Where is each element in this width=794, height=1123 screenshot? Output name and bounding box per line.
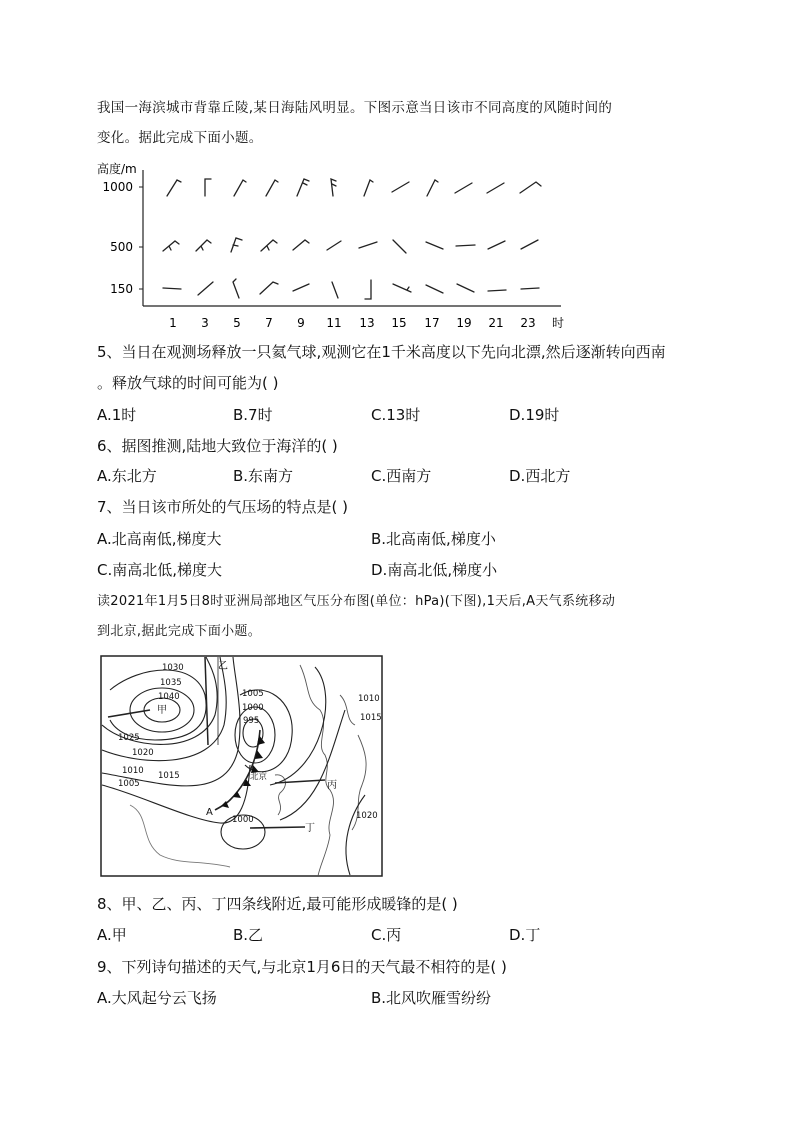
place-a: A	[206, 807, 213, 818]
isobar-label-1010-east: 1010	[358, 694, 380, 704]
q6-option-d[interactable]: D.西北方	[509, 467, 571, 485]
intro-paragraph-1	[97, 93, 707, 153]
x-tick-5: 5	[233, 316, 241, 330]
wind-barb	[392, 182, 409, 192]
q5-option-b[interactable]: B.7时	[233, 406, 273, 424]
wind-barb	[327, 241, 341, 250]
y-tick-1000: 1000	[102, 180, 133, 194]
q9-option-b[interactable]: B.北风吹雁雪纷纷	[371, 989, 492, 1007]
isobar-label-1040: 1040	[158, 692, 180, 702]
isobar-label-995: 995	[243, 716, 260, 726]
q7-option-d[interactable]: D.南高北低,梯度小	[371, 561, 498, 579]
x-tick-11: 11	[326, 316, 342, 330]
isobar-label-1020-east: 1020	[356, 811, 378, 821]
q7-option-a[interactable]: A.北高南低,梯度大	[97, 530, 222, 548]
wind-barb	[456, 245, 475, 246]
wind-barb	[231, 238, 242, 252]
question-8: 8、甲、乙、丙、丁四条线附近,最可能形成暖锋的是( )	[97, 895, 458, 913]
x-tick-17: 17	[424, 316, 440, 330]
isobar-label-1015: 1015	[158, 771, 180, 781]
q8-option-b[interactable]: B.乙	[233, 926, 264, 944]
wind-barb	[261, 240, 277, 251]
place-bing: 丙	[327, 780, 337, 791]
pressure-map	[100, 655, 384, 879]
isobar-label-1005-low: 1005	[242, 689, 264, 699]
line-ding	[250, 827, 305, 828]
intro-2-line-2: 到北京,据此完成下面小题。	[97, 624, 262, 639]
intro-paragraph-2	[97, 587, 707, 647]
q9-option-a[interactable]: A.大风起兮云飞扬	[97, 989, 217, 1007]
q8-option-c[interactable]: C.丙	[371, 926, 402, 944]
isobar-label-1035: 1035	[160, 678, 182, 688]
wind-barb	[487, 183, 504, 193]
q6-option-c[interactable]: C.西南方	[371, 467, 432, 485]
wind-barb	[364, 180, 373, 196]
wind-barb	[520, 182, 541, 193]
q8-option-a[interactable]: A.甲	[97, 926, 127, 944]
wind-barb	[427, 180, 438, 196]
intro-2-line-1: 读2021年1月5日8时亚洲局部地区气压分布图(单位：hPa)(下图),1天后,A天气系统移动	[97, 594, 616, 609]
wind-chart	[95, 158, 570, 333]
wind-barb	[167, 180, 181, 196]
wind-barb	[297, 179, 309, 196]
place-ding: 丁	[305, 823, 315, 834]
q6-option-b[interactable]: B.东南方	[233, 467, 294, 485]
q7-option-b[interactable]: B.北高南低,梯度小	[371, 530, 496, 548]
isobar-label-1030: 1030	[162, 663, 184, 673]
q5-option-c[interactable]: C.13时	[371, 406, 421, 424]
x-tick-3: 3	[201, 316, 209, 330]
place-yi: 乙	[218, 661, 228, 672]
x-tick-1: 1	[169, 316, 177, 330]
x-tick-19: 19	[456, 316, 472, 330]
wind-barb	[488, 290, 506, 291]
isobar-label-1025: 1025	[118, 733, 140, 743]
wind-barb	[331, 179, 336, 196]
x-tick-13: 13	[359, 316, 375, 330]
x-tick-21: 21	[488, 316, 504, 330]
wind-barb	[205, 179, 211, 196]
y-tick-150: 150	[110, 282, 133, 296]
isobar-label-1015-east: 1015	[360, 713, 382, 723]
q5-option-a[interactable]: A.1时	[97, 406, 137, 424]
x-unit: 时	[552, 316, 565, 330]
isobar-label-1010: 1010	[122, 766, 144, 776]
wind-barb	[234, 180, 246, 196]
isobar-label-1000-south: 1000	[232, 815, 254, 825]
isobar-label-1005: 1005	[118, 779, 140, 789]
wind-barb	[393, 284, 411, 292]
wind-barb	[521, 240, 538, 249]
wind-barb	[260, 282, 278, 294]
wind-barb	[426, 285, 443, 293]
chart-ylabel: 高度/m	[97, 162, 137, 176]
x-tick-9: 9	[297, 316, 305, 330]
wind-barb	[457, 284, 474, 292]
wind-barb	[426, 242, 443, 249]
x-tick-7: 7	[265, 316, 273, 330]
wind-barb	[293, 284, 309, 291]
wind-barb	[521, 288, 539, 289]
q6-option-a[interactable]: A.东北方	[97, 467, 157, 485]
wind-barb	[365, 280, 371, 299]
question-5-line-1: 5、当日在观测场释放一只氦气球,观测它在1千米高度以下先向北漂,然后逐渐转向西南	[97, 343, 666, 361]
q8-option-d[interactable]: D.丁	[509, 926, 541, 944]
wind-barb	[488, 241, 505, 249]
wind-barb	[393, 240, 406, 253]
place-jia: 甲	[157, 705, 167, 716]
question-6: 6、据图推测,陆地大致位于海洋的( )	[97, 437, 338, 455]
wind-barb	[266, 180, 278, 196]
intro-1-line-2: 变化。据此完成下面小题。	[97, 130, 263, 146]
x-tick-15: 15	[391, 316, 407, 330]
wind-barb	[455, 183, 472, 193]
question-7: 7、当日该市所处的气压场的特点是( )	[97, 498, 349, 516]
q7-option-c[interactable]: C.南高北低,梯度大	[97, 561, 223, 579]
isobar-label-1000-low: 1000	[242, 703, 264, 713]
q5-option-d[interactable]: D.19时	[509, 406, 560, 424]
question-5	[97, 342, 666, 362]
intro-1-line-1: 我国一海滨城市背靠丘陵,某日海陆风明显。下图示意当日该市不同高度的风随时间的	[97, 100, 613, 116]
wind-barb	[233, 279, 239, 298]
wind-barb	[163, 241, 179, 251]
question-5-line-2: 。释放气球的时间可能为( )	[97, 374, 279, 392]
wind-barb	[332, 282, 338, 298]
question-9: 9、下列诗句描述的天气,与北京1月6日的天气最不相符的是( )	[97, 958, 507, 976]
isobar-label-1020: 1020	[132, 748, 154, 758]
place-beijing: 北京	[250, 772, 268, 782]
y-tick-500: 500	[110, 240, 133, 254]
wind-barb	[293, 240, 309, 250]
wind-barb	[359, 242, 377, 248]
x-tick-23: 23	[520, 316, 536, 330]
wind-barb	[163, 288, 181, 289]
wind-barb	[196, 240, 211, 251]
wind-barb	[198, 282, 213, 295]
